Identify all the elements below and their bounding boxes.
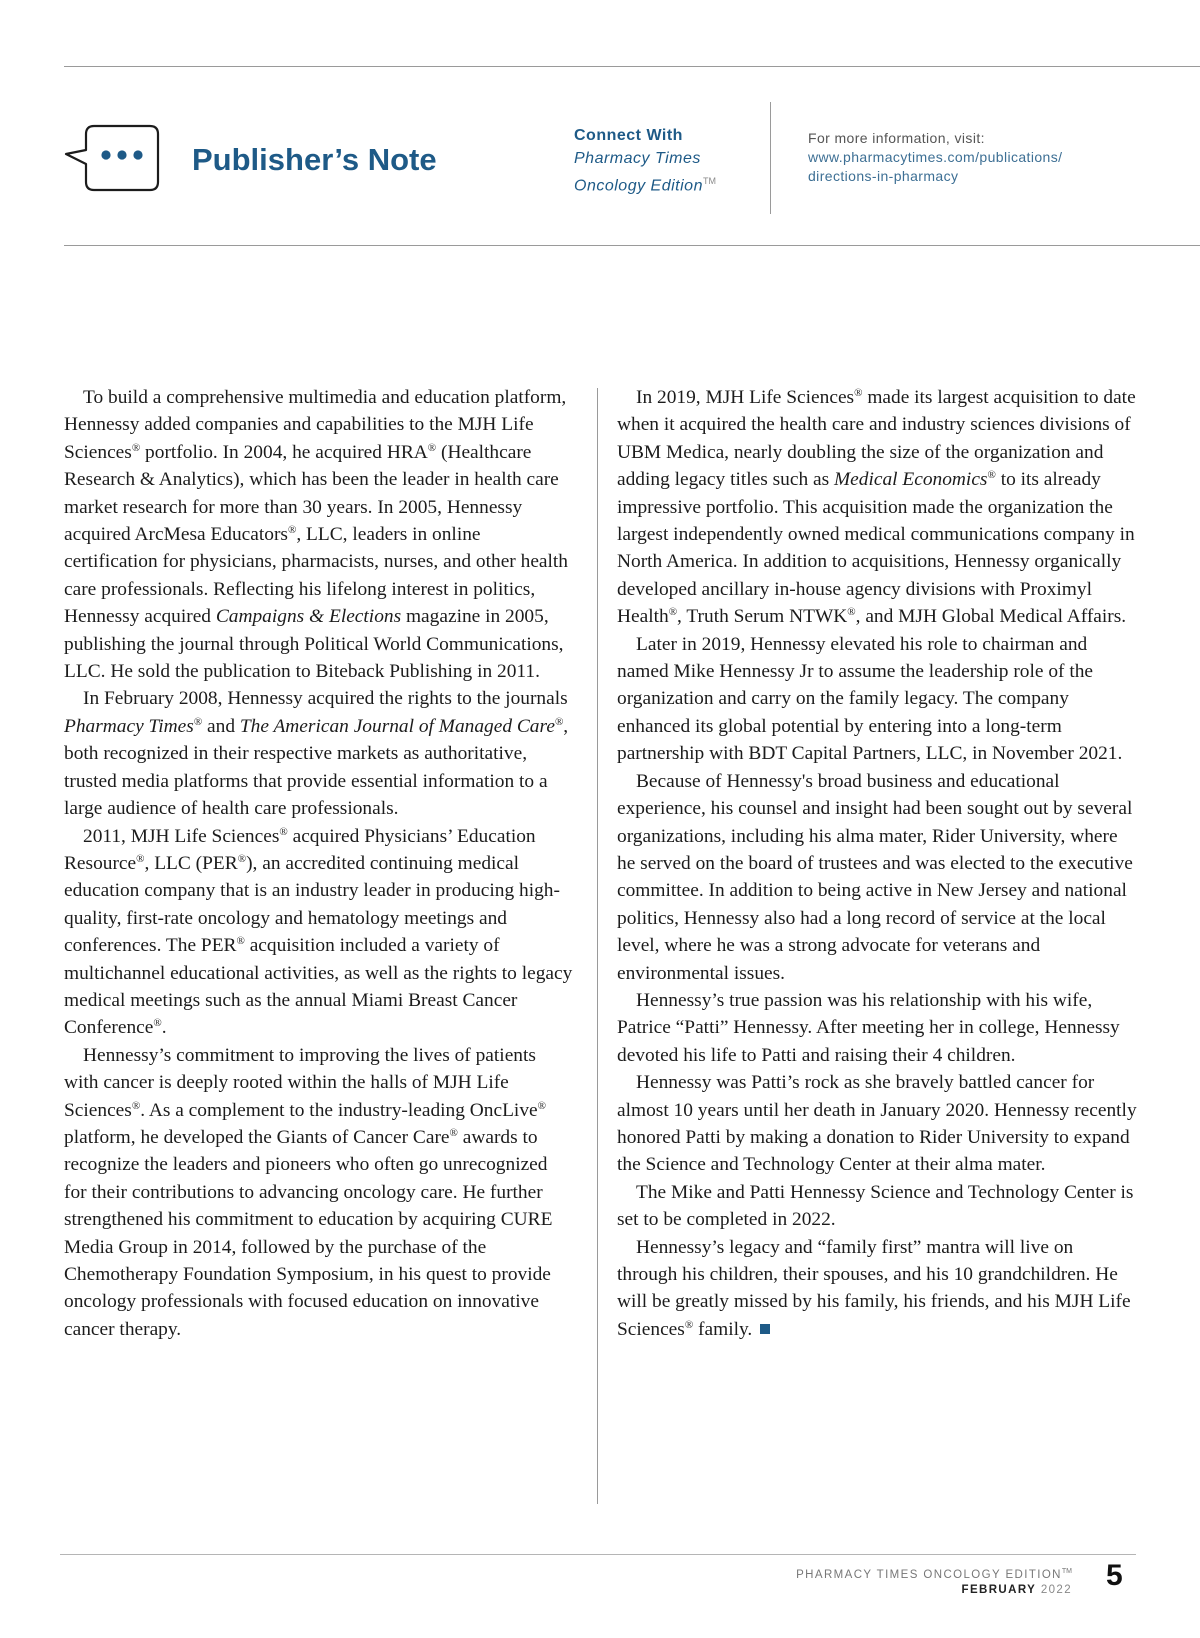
connect-label: Connect With [574,127,683,144]
info-label: For more information, visit: [808,130,985,146]
speech-bubble-icon [64,124,164,194]
publication-name-line1: Pharmacy Times [574,150,701,167]
footer-month: FEBRUARY [961,1583,1037,1596]
paragraph: Hennessy was Patti’s rock as she bravely battled cancer for almost 10 years until her death in January 2020. Hennessy recently honored Patti by making a donation to Rider University to expand the Science and Technology Center at their alma mater. [617,1072,1137,1176]
header-divider [770,102,771,214]
article-column-right [617,384,1137,1343]
page-title: Publisher’s Note [192,142,437,177]
paragraph: In February 2008, Hennessy acquired the rights to the journals Pharmacy Times® and The American Journal of Managed Care®, both recognized in their respective markets as authoritative, trusted media platforms that provide essential information to a large audience of health care professionals. [64,688,569,820]
footer-rule [60,1554,1136,1555]
footer-year: 2022 [1040,1583,1072,1596]
paragraph: Hennessy’s commitment to improving the lives of patients with cancer is deeply rooted within the halls of MJH Life Sciences®. As a complement to the industry-leading OncLive® platform, he developed the Giants of Cancer Care® awards to recognize the leaders and pioneers who often go unrecognized for their contributions to advancing oncology care. He further strengthened his commitment to education by acquiring CURE Media Group in 2014, followed by the purchase of the Chemotherapy Foundation Symposium, in his quest to provide oncology professionals with focused education on innovative cancer therapy. [64,1044,553,1340]
footer [796,1564,1072,1598]
paragraph: Later in 2019, Hennessy elevated his role to chairman and named Mike Hennessy Jr to assume the leadership role of the organization and carry on the family legacy. The company enhanced its global potential by entering into a long-term partnership with BDT Capital Partners, LLC, in November 2021. [617,633,1123,765]
footer-publication: PHARMACY TIMES ONCOLOGY EDITION [796,1568,1062,1581]
info-url-line2[interactable]: directions-in-pharmacy [808,168,959,184]
paragraph: 2011, MJH Life Sciences® acquired Physicians’ Education Resource®, LLC (PER®), an accredited continuing medical education company that is an industry leader in producing high-quality, first-rate oncology and hematology meetings and conferences. The PER® acquisition included a variety of multichannel educational activities, as well as the rights to legacy medical meetings such as the annual Miami Breast Cancer Conference®. [64,825,573,1039]
paragraph: In 2019, MJH Life Sciences® made its largest acquisition to date when it acquired the health care and industry sciences divisions of UBM Medica, nearly doubling the size of the organization and adding legacy titles such as Medical Economics® to its already impressive portfolio. This acquisition made the organization the largest independently owned medical communications company in North America. In addition to acquisitions, Hennessy organically developed ancillary in-house agency divisions with Proximyl Health®, Truth Serum NTWK®, and MJH Global Medical Affairs. [617,387,1136,628]
column-divider [597,388,598,1504]
paragraph: Hennessy’s legacy and “family first” mantra will live on through his children, their spouses, and his 10 grandchildren. He will be greatly missed by his family, his friends, and his MJH Life Sciences® family. [617,1236,1131,1340]
paragraph: The Mike and Patti Hennessy Science and Technology Center is set to be completed in 2022. [617,1181,1134,1231]
info-url-line1[interactable]: www.pharmacytimes.com/publications/ [808,149,1063,165]
article-column-left [64,384,574,1343]
connect-with-block [574,124,754,197]
page-number: 5 [1106,1559,1123,1592]
header-bottom-rule [64,245,1200,246]
end-of-article-mark [760,1324,770,1334]
paragraph: Hennessy’s true passion was his relationship with his wife, Patrice “Patti” Hennessy. After meeting her in college, Hennessy devoted his life to Patti and raising their 4 children. [617,989,1120,1066]
footer-trademark: TM [1061,1568,1072,1575]
paragraph: To build a comprehensive multimedia and education platform, Hennessy added companies and capabilities to the MJH Life Sciences® portfolio. In 2004, he acquired HRA® (Healthcare Research & Analytics), which has been the leader in health care market research for more than 30 years. In 2005, Hennessy acquired ArcMesa Educators®, LLC, leaders in online certification for physicians, pharmacists, nurses, and other health care professionals. Reflecting his lifelong interest in politics, Hennessy acquired Campaigns & Elections magazine in 2005, publishing the journal through Political World Communications, LLC. He sold the publication to Biteback Publishing in 2011. [64,387,568,683]
more-info-block [808,129,1062,186]
publication-name-line2: Oncology Edition [574,177,703,195]
top-rule [64,66,1200,67]
trademark-mark: TM [702,176,716,186]
paragraph: Because of Hennessy's broad business and educational experience, his counsel and insight had been sought out by several organizations, including his alma mater, Rider University, where he served on the board of trustees and was elected to the executive committee. In addition to being active in New Jersey and national politics, Hennessy also had a long record of service at the local level, where he was a strong advocate for veterans and environmental issues. [617,770,1133,984]
